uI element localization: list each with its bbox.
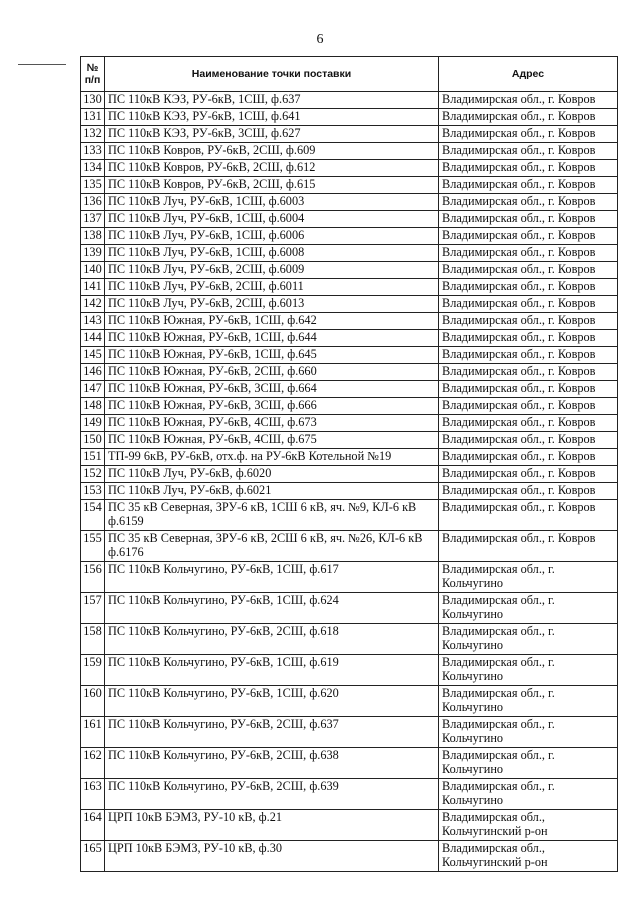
row-point-name: ПС 110кВ КЭЗ, РУ-6кВ, 3СШ, ф.627: [105, 126, 439, 143]
row-point-name: ПС 110кВ Южная, РУ-6кВ, 3СШ, ф.666: [105, 398, 439, 415]
row-address: Владимирская обл., г. Ковров: [439, 228, 618, 245]
row-address: Владимирская обл., г. Ковров: [439, 296, 618, 313]
row-point-name: ПС 110кВ Ковров, РУ-6кВ, 2СШ, ф.615: [105, 177, 439, 194]
row-point-name: ПС 110кВ Ковров, РУ-6кВ, 2СШ, ф.609: [105, 143, 439, 160]
row-address: Владимирская обл., г. Кольчугино: [439, 593, 618, 624]
row-point-name: ПС 35 кВ Северная, ЗРУ-6 кВ, 2СШ 6 кВ, яч. №26, КЛ-6 кВ ф.6176: [105, 531, 439, 562]
row-number: 165: [81, 841, 105, 872]
table-row: [81, 593, 618, 624]
row-number: 143: [81, 313, 105, 330]
table-row: [81, 330, 618, 347]
row-number: 137: [81, 211, 105, 228]
row-number: 139: [81, 245, 105, 262]
delivery-points-table: [80, 56, 618, 872]
table-row: [81, 228, 618, 245]
row-address: Владимирская обл., г. Ковров: [439, 279, 618, 296]
row-number: 150: [81, 432, 105, 449]
row-address: Владимирская обл., г. Кольчугино: [439, 655, 618, 686]
row-number: 157: [81, 593, 105, 624]
table-header-row: [81, 57, 618, 92]
row-address: Владимирская обл., г. Ковров: [439, 109, 618, 126]
table-row: [81, 160, 618, 177]
table-row: [81, 779, 618, 810]
table-row: [81, 717, 618, 748]
table-row: [81, 126, 618, 143]
row-point-name: ПС 110кВ Южная, РУ-6кВ, 4СШ, ф.673: [105, 415, 439, 432]
row-number: 145: [81, 347, 105, 364]
row-point-name: ПС 110кВ Луч, РУ-6кВ, 1СШ, ф.6008: [105, 245, 439, 262]
row-number: 153: [81, 483, 105, 500]
row-point-name: ПС 110кВ Луч, РУ-6кВ, ф.6020: [105, 466, 439, 483]
row-address: Владимирская обл., г. Кольчугино: [439, 562, 618, 593]
row-point-name: ПС 35 кВ Северная, ЗРУ-6 кВ, 1СШ 6 кВ, яч. №9, КЛ-6 кВ ф.6159: [105, 500, 439, 531]
row-point-name: ПС 110кВ Луч, РУ-6кВ, 2СШ, ф.6011: [105, 279, 439, 296]
table-row: [81, 686, 618, 717]
row-address: Владимирская обл., г. Ковров: [439, 449, 618, 466]
table-row: [81, 841, 618, 872]
row-number: 142: [81, 296, 105, 313]
row-point-name: ПС 110кВ Кольчугино, РУ-6кВ, 1СШ, ф.620: [105, 686, 439, 717]
row-number: 141: [81, 279, 105, 296]
row-number: 134: [81, 160, 105, 177]
table-row: [81, 245, 618, 262]
table-row: [81, 748, 618, 779]
row-address: Владимирская обл., г. Ковров: [439, 330, 618, 347]
row-address: Владимирская обл., г. Кольчугино: [439, 748, 618, 779]
table-row: [81, 810, 618, 841]
row-address: Владимирская обл., г. Кольчугино: [439, 624, 618, 655]
table-row: [81, 296, 618, 313]
row-address: Владимирская обл., г. Ковров: [439, 194, 618, 211]
table-row: [81, 109, 618, 126]
row-point-name: ПС 110кВ Кольчугино, РУ-6кВ, 1СШ, ф.624: [105, 593, 439, 624]
row-point-name: ПС 110кВ Южная, РУ-6кВ, 4СШ, ф.675: [105, 432, 439, 449]
table-body: [81, 92, 618, 872]
row-number: 144: [81, 330, 105, 347]
row-address: Владимирская обл., Кольчугинский р-он: [439, 810, 618, 841]
row-point-name: ПС 110кВ Кольчугино, РУ-6кВ, 2СШ, ф.639: [105, 779, 439, 810]
row-address: Владимирская обл., г. Ковров: [439, 177, 618, 194]
row-address: Владимирская обл., г. Ковров: [439, 245, 618, 262]
page-number: 6: [316, 32, 324, 47]
table-row: [81, 624, 618, 655]
row-point-name: ПС 110кВ Луч, РУ-6кВ, 2СШ, ф.6009: [105, 262, 439, 279]
row-number: 154: [81, 500, 105, 531]
row-point-name: ПС 110кВ Южная, РУ-6кВ, 1СШ, ф.644: [105, 330, 439, 347]
row-point-name: ПС 110кВ Луч, РУ-6кВ, 1СШ, ф.6003: [105, 194, 439, 211]
row-address: Владимирская обл., г. Ковров: [439, 262, 618, 279]
row-address: Владимирская обл., г. Кольчугино: [439, 779, 618, 810]
row-address: Владимирская обл., г. Ковров: [439, 364, 618, 381]
row-number: 135: [81, 177, 105, 194]
table-row: [81, 466, 618, 483]
row-number: 155: [81, 531, 105, 562]
table-row: [81, 211, 618, 228]
row-address: Владимирская обл., г. Ковров: [439, 483, 618, 500]
row-number: 156: [81, 562, 105, 593]
row-address: Владимирская обл., г. Ковров: [439, 92, 618, 109]
row-number: 132: [81, 126, 105, 143]
row-number: 163: [81, 779, 105, 810]
row-point-name: ПС 110кВ Кольчугино, РУ-6кВ, 2СШ, ф.638: [105, 748, 439, 779]
table-row: [81, 398, 618, 415]
row-point-name: ТП-99 6кВ, РУ-6кВ, отх.ф. на РУ-6кВ Котельной №19: [105, 449, 439, 466]
row-address: Владимирская обл., г. Ковров: [439, 500, 618, 531]
row-number: 151: [81, 449, 105, 466]
row-number: 164: [81, 810, 105, 841]
table-row: [81, 279, 618, 296]
row-address: Владимирская обл., г. Ковров: [439, 160, 618, 177]
row-address: Владимирская обл., Кольчугинский р-он: [439, 841, 618, 872]
row-point-name: ПС 110кВ Луч, РУ-6кВ, 1СШ, ф.6006: [105, 228, 439, 245]
row-number: 152: [81, 466, 105, 483]
row-number: 147: [81, 381, 105, 398]
margin-mark: [18, 64, 66, 65]
header-point-name: Наименование точки поставки: [105, 57, 439, 92]
table-row: [81, 364, 618, 381]
row-point-name: ПС 110кВ Ковров, РУ-6кВ, 2СШ, ф.612: [105, 160, 439, 177]
row-point-name: ПС 110кВ Южная, РУ-6кВ, 3СШ, ф.664: [105, 381, 439, 398]
row-point-name: ПС 110кВ Кольчугино, РУ-6кВ, 1СШ, ф.617: [105, 562, 439, 593]
row-point-name: ПС 110кВ Кольчугино, РУ-6кВ, 2СШ, ф.618: [105, 624, 439, 655]
row-address: Владимирская обл., г. Ковров: [439, 347, 618, 364]
row-address: Владимирская обл., г. Ковров: [439, 398, 618, 415]
row-address: Владимирская обл., г. Ковров: [439, 313, 618, 330]
table-row: [81, 562, 618, 593]
row-point-name: ПС 110кВ Южная, РУ-6кВ, 2СШ, ф.660: [105, 364, 439, 381]
row-number: 131: [81, 109, 105, 126]
table-row: [81, 415, 618, 432]
row-address: Владимирская обл., г. Ковров: [439, 381, 618, 398]
table-row: [81, 655, 618, 686]
row-point-name: ПС 110кВ Южная, РУ-6кВ, 1СШ, ф.642: [105, 313, 439, 330]
table-row: [81, 194, 618, 211]
row-number: 159: [81, 655, 105, 686]
table-row: [81, 531, 618, 562]
header-address: Адрес: [439, 57, 618, 92]
table-row: [81, 432, 618, 449]
row-point-name: ПС 110кВ КЭЗ, РУ-6кВ, 1СШ, ф.641: [105, 109, 439, 126]
row-number: 148: [81, 398, 105, 415]
table-row: [81, 177, 618, 194]
row-point-name: ЦРП 10кВ БЭМЗ, РУ-10 кВ, ф.30: [105, 841, 439, 872]
row-address: Владимирская обл., г. Ковров: [439, 143, 618, 160]
row-address: Владимирская обл., г. Ковров: [439, 432, 618, 449]
row-number: 140: [81, 262, 105, 279]
header-number: № п/п: [81, 57, 105, 92]
row-point-name: ПС 110кВ Луч, РУ-6кВ, 2СШ, ф.6013: [105, 296, 439, 313]
row-point-name: ПС 110кВ Луч, РУ-6кВ, ф.6021: [105, 483, 439, 500]
row-point-name: ЦРП 10кВ БЭМЗ, РУ-10 кВ, ф.21: [105, 810, 439, 841]
row-number: 133: [81, 143, 105, 160]
row-point-name: ПС 110кВ Южная, РУ-6кВ, 1СШ, ф.645: [105, 347, 439, 364]
table-row: [81, 347, 618, 364]
table-row: [81, 500, 618, 531]
row-address: Владимирская обл., г. Ковров: [439, 211, 618, 228]
row-address: Владимирская обл., г. Ковров: [439, 415, 618, 432]
row-number: 160: [81, 686, 105, 717]
row-point-name: ПС 110кВ Луч, РУ-6кВ, 1СШ, ф.6004: [105, 211, 439, 228]
row-number: 130: [81, 92, 105, 109]
table-row: [81, 313, 618, 330]
table-row: [81, 449, 618, 466]
table-row: [81, 483, 618, 500]
row-number: 162: [81, 748, 105, 779]
row-number: 146: [81, 364, 105, 381]
row-point-name: ПС 110кВ КЭЗ, РУ-6кВ, 1СШ, ф.637: [105, 92, 439, 109]
row-address: Владимирская обл., г. Кольчугино: [439, 717, 618, 748]
row-point-name: ПС 110кВ Кольчугино, РУ-6кВ, 2СШ, ф.637: [105, 717, 439, 748]
row-address: Владимирская обл., г. Кольчугино: [439, 686, 618, 717]
row-number: 136: [81, 194, 105, 211]
row-address: Владимирская обл., г. Ковров: [439, 466, 618, 483]
row-point-name: ПС 110кВ Кольчугино, РУ-6кВ, 1СШ, ф.619: [105, 655, 439, 686]
row-number: 161: [81, 717, 105, 748]
row-number: 149: [81, 415, 105, 432]
table-row: [81, 262, 618, 279]
table-row: [81, 381, 618, 398]
table-row: [81, 143, 618, 160]
row-number: 158: [81, 624, 105, 655]
table-row: [81, 92, 618, 109]
row-number: 138: [81, 228, 105, 245]
row-address: Владимирская обл., г. Ковров: [439, 126, 618, 143]
row-address: Владимирская обл., г. Ковров: [439, 531, 618, 562]
